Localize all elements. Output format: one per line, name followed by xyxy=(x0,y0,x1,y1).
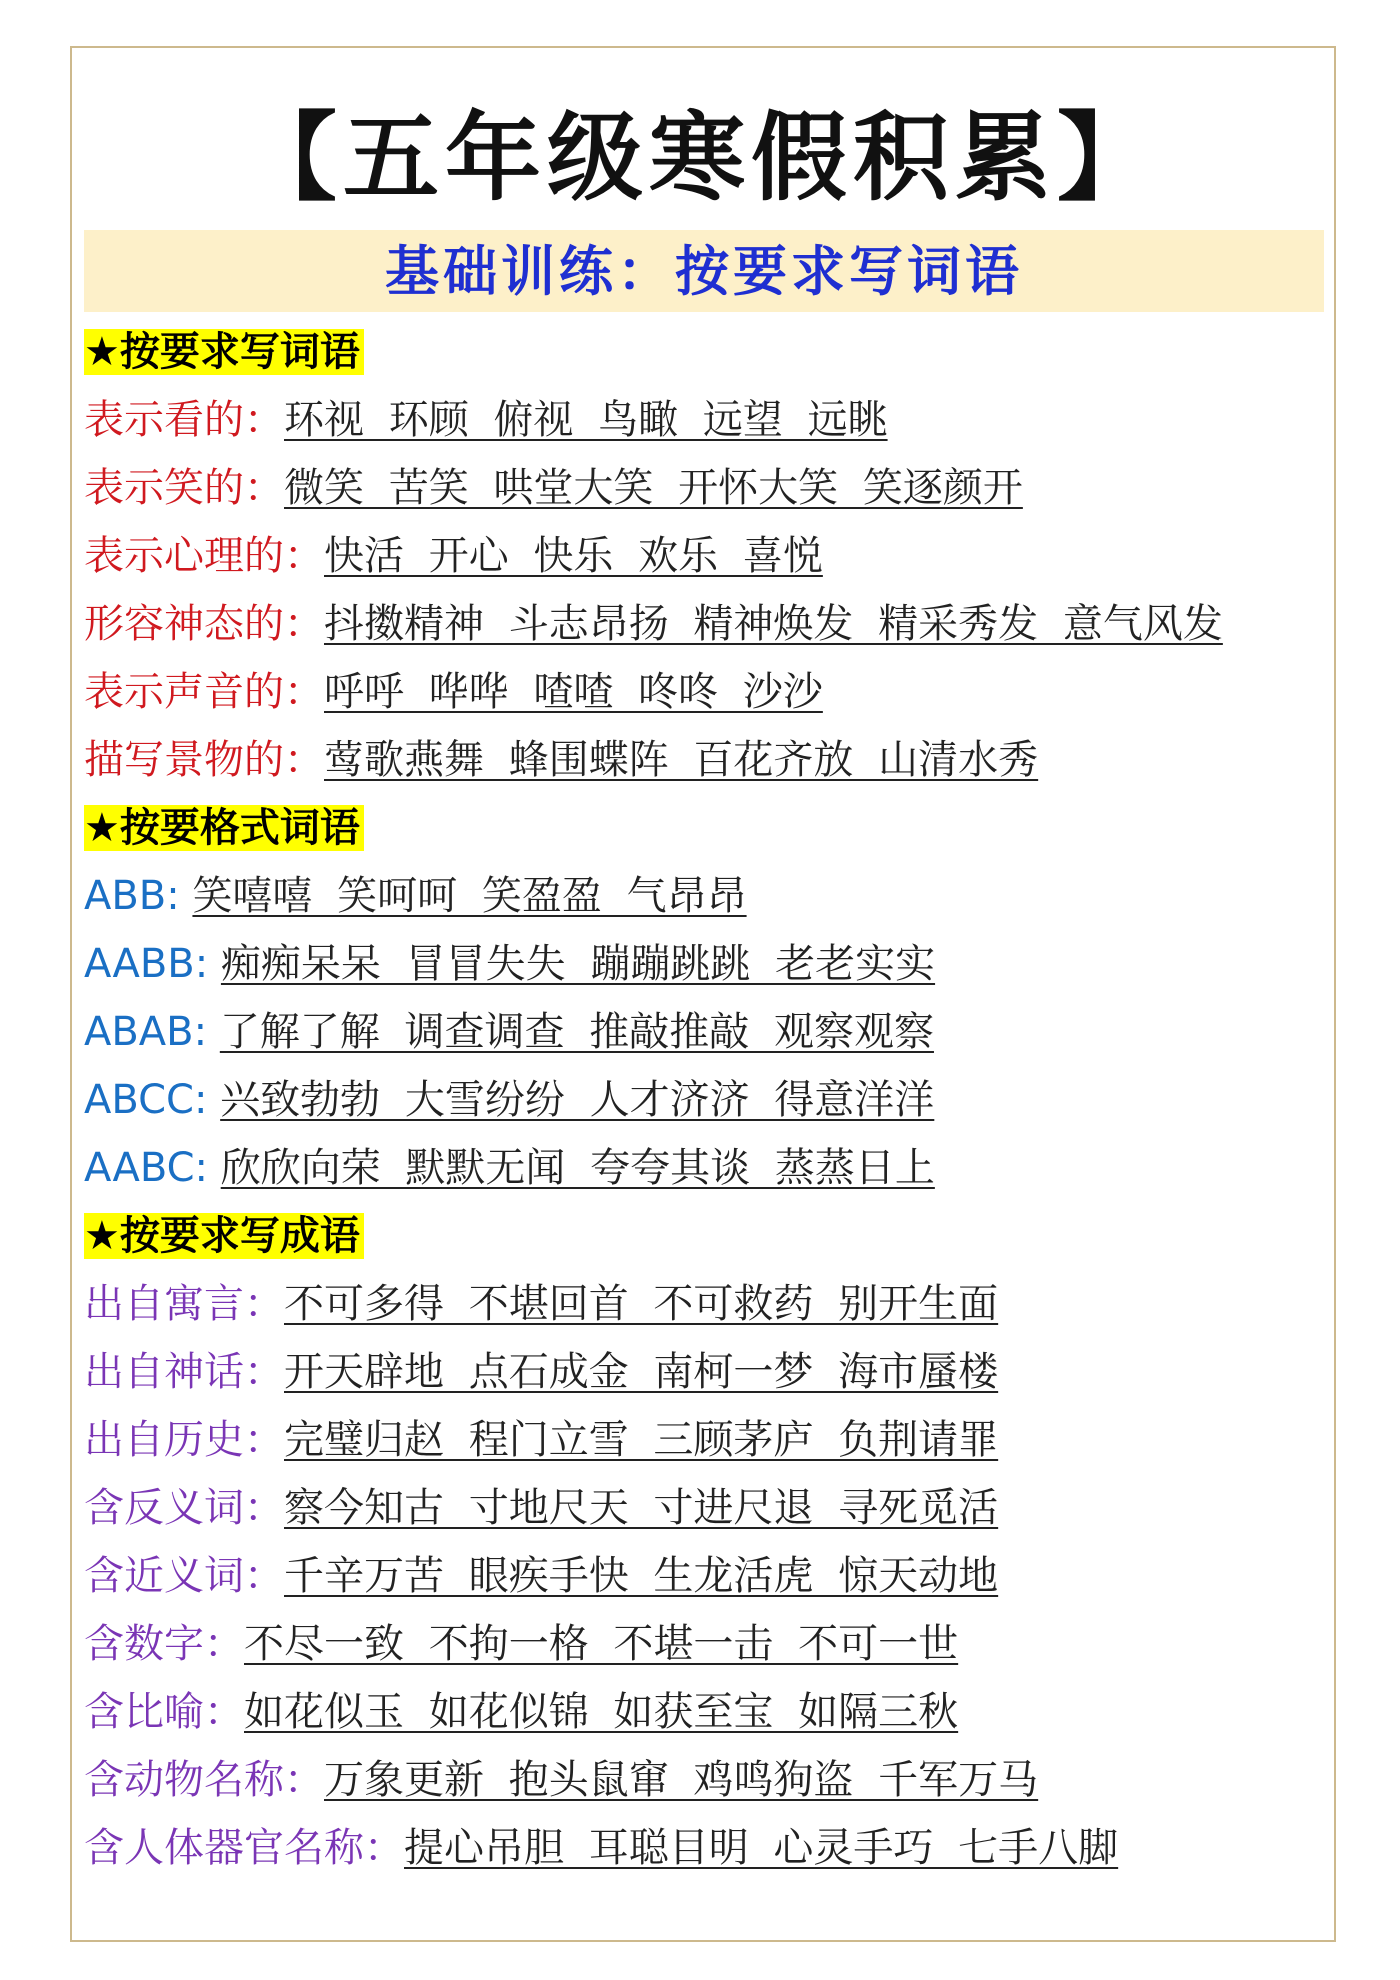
row-items: 提心吊胆 耳聪目明 心灵手巧 七手八脚 xyxy=(404,1825,1119,1871)
row-items: 抖擞精神 斗志昂扬 精神焕发 精采秀发 意气风发 xyxy=(324,601,1223,647)
section-heading-idioms: ★按要求写成语 xyxy=(84,1207,364,1265)
row-animal xyxy=(84,1751,1038,1809)
subtitle-band xyxy=(84,230,1324,312)
row-label: 含反义词： xyxy=(84,1485,284,1531)
row-abcc xyxy=(84,1071,934,1129)
row-items: 如花似玉 如花似锦 如获至宝 如隔三秋 xyxy=(244,1689,959,1735)
row-label: AABB: xyxy=(84,941,221,987)
row-label: AABC: xyxy=(84,1145,221,1191)
row-items: 千辛万苦 眼疾手快 生龙活虎 惊天动地 xyxy=(284,1553,999,1599)
row-items: 欣欣向荣 默默无闻 夸夸其谈 蒸蒸日上 xyxy=(220,1145,935,1191)
row-items: 察今知古 寸地尺天 寸进尺退 寻死觅活 xyxy=(284,1485,999,1531)
row-label: 含人体器官名称： xyxy=(84,1825,404,1871)
row-look xyxy=(84,391,888,449)
row-items: 微笑 苦笑 哄堂大笑 开怀大笑 笑逐颜开 xyxy=(284,465,1023,511)
row-scenery xyxy=(84,731,1038,789)
section-heading-words: ★按要求写词语 xyxy=(84,323,364,381)
row-fable xyxy=(84,1275,998,1333)
row-items: 不可多得 不堪回首 不可救药 别开生面 xyxy=(284,1281,999,1327)
row-history xyxy=(84,1411,998,1469)
row-label: 含动物名称： xyxy=(84,1757,324,1803)
row-items: 呼呼 哗哗 喳喳 咚咚 沙沙 xyxy=(324,669,823,715)
row-label: 形容神态的： xyxy=(84,601,324,647)
row-aabb xyxy=(84,935,935,993)
row-label: 表示看的： xyxy=(84,397,284,443)
row-items: 不尽一致 不拘一格 不堪一击 不可一世 xyxy=(244,1621,959,1667)
row-label: 出自寓言： xyxy=(84,1281,284,1327)
page-title: 【五年级寒假积累】 xyxy=(241,101,1159,214)
subtitle: 基础训练：按要求写词语 xyxy=(385,239,1023,303)
row-label: 表示心理的： xyxy=(84,533,324,579)
row-items: 痴痴呆呆 冒冒失失 蹦蹦跳跳 老老实实 xyxy=(220,941,936,987)
row-items: 万象更新 抱头鼠窜 鸡鸣狗盗 千军万马 xyxy=(324,1757,1039,1803)
row-metaphor xyxy=(84,1683,958,1741)
row-label: 含近义词： xyxy=(84,1553,284,1599)
row-myth xyxy=(84,1343,998,1401)
row-label: 含数字： xyxy=(84,1621,244,1667)
row-items: 开天辟地 点石成金 南柯一梦 海市蜃楼 xyxy=(284,1349,999,1395)
row-synonym xyxy=(84,1547,998,1605)
row-label: 表示声音的： xyxy=(84,669,324,715)
row-abab xyxy=(84,1003,934,1061)
row-abb xyxy=(84,867,747,925)
row-items: 莺歌燕舞 蜂围蝶阵 百花齐放 山清水秀 xyxy=(324,737,1039,783)
row-mood xyxy=(84,527,823,585)
row-demeanor xyxy=(84,595,1223,653)
row-label: 出自历史： xyxy=(84,1417,284,1463)
row-antonym xyxy=(84,1479,998,1537)
row-body-organ xyxy=(84,1819,1118,1877)
row-items: 环视 环顾 俯视 鸟瞰 远望 远眺 xyxy=(284,397,888,443)
row-label: 出自神话： xyxy=(84,1349,284,1395)
row-sound xyxy=(84,663,823,721)
row-label: ABCC: xyxy=(84,1077,221,1123)
row-items: 快活 开心 快乐 欢乐 喜悦 xyxy=(324,533,823,579)
row-items: 笑嘻嘻 笑呵呵 笑盈盈 气昂昂 xyxy=(192,873,747,919)
row-items: 兴致勃勃 大雪纷纷 人才济济 得意洋洋 xyxy=(220,1077,935,1123)
row-label: 描写景物的： xyxy=(84,737,324,783)
row-aabc xyxy=(84,1139,935,1197)
section-heading-formats: ★按要格式词语 xyxy=(84,799,364,857)
row-label: 含比喻： xyxy=(84,1689,244,1735)
row-laugh xyxy=(84,459,1023,517)
row-label: 表示笑的： xyxy=(84,465,284,511)
row-label: ABB: xyxy=(84,873,193,919)
row-number xyxy=(84,1615,958,1673)
row-items: 了解了解 调查调查 推敲推敲 观察观察 xyxy=(219,1009,934,1055)
row-items: 完璧归赵 程门立雪 三顾茅庐 负荆请罪 xyxy=(284,1417,999,1463)
row-label: ABAB: xyxy=(84,1009,220,1055)
